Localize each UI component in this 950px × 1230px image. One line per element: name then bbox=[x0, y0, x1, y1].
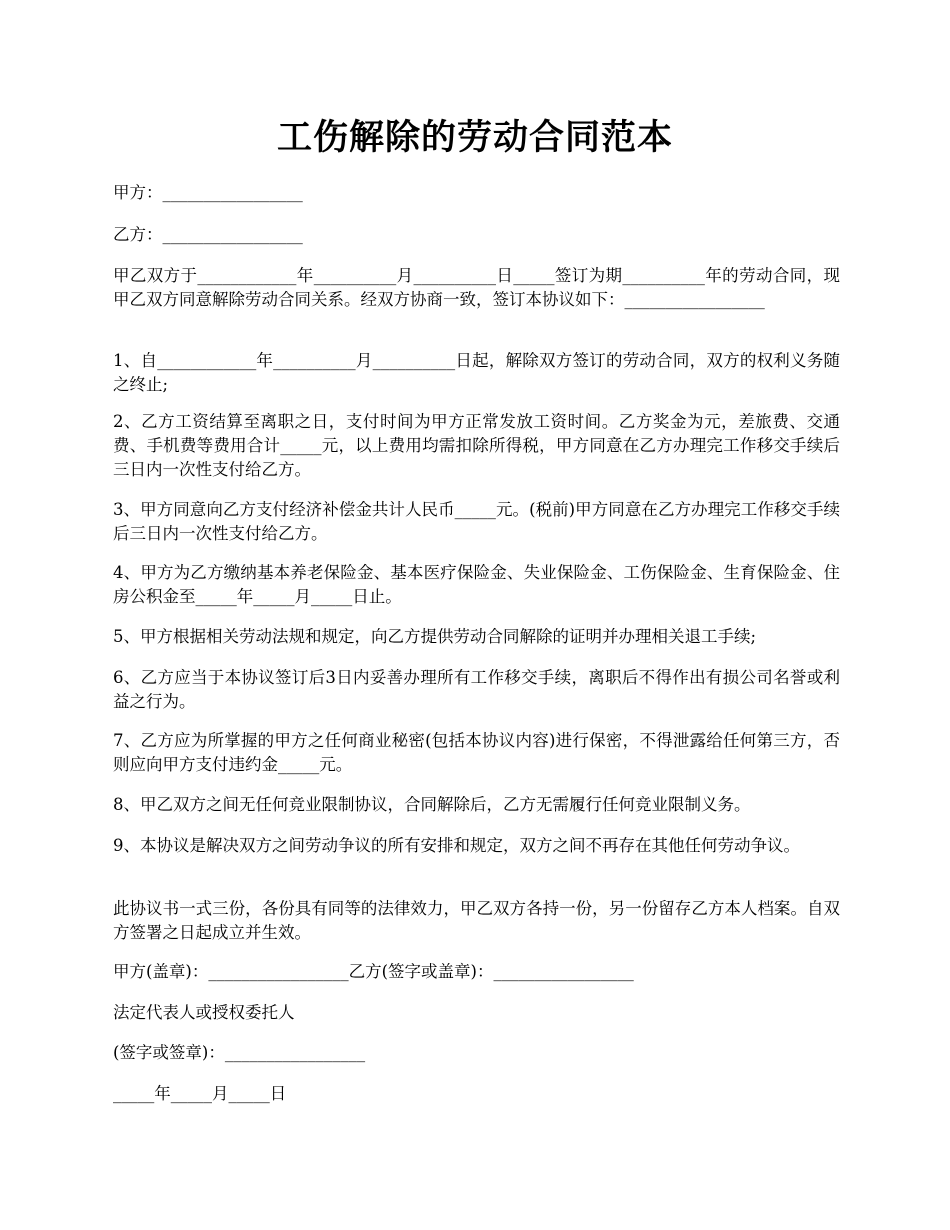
clause-1: 1、自____________年__________月__________日起，解除双方签订的劳动合同，双方的权利义务随之终止; bbox=[113, 351, 840, 394]
intro-paragraph: 甲乙双方于____________年__________月__________日_____签订为期__________年的劳动合同，现甲乙双方同意解除劳动合同关系。经双方协商一致，签订本协议如下：_________________ bbox=[113, 266, 840, 309]
clause-5: 5、甲方根据相关劳动法规和规定，向乙方提供劳动合同解除的证明并办理相关退工手续; bbox=[113, 627, 757, 646]
party-a-line: 甲方：_________________ bbox=[113, 183, 303, 202]
representative-line: 法定代表人或授权委托人 bbox=[113, 1003, 295, 1022]
clause-8: 8、甲乙双方之间无任何竞业限制协议，合同解除后，乙方无需履行任何竞业限制义务。 bbox=[113, 795, 751, 814]
clause-9: 9、本协议是解决双方之间劳动争议的所有安排和规定，双方之间不再存在其他任何劳动争议。 bbox=[113, 836, 800, 855]
sign-or-seal-line: (签字或签章)：_________________ bbox=[113, 1043, 366, 1062]
date-line: _____年_____月_____日 bbox=[113, 1084, 287, 1103]
clause-4: 4、甲方为乙方缴纳基本养老保险金、基本医疗保险金、失业保险金、工伤保险金、生育保险金、住房公积金至_____年_____月_____日止。 bbox=[113, 563, 840, 606]
party-b-line: 乙方：_________________ bbox=[113, 225, 303, 244]
document-title: 工伤解除的劳动合同范本 bbox=[276, 117, 673, 158]
clause-6: 6、乙方应当于本协议签订后3日内妥善办理所有工作移交手续，离职后不得作出有损公司名誉或利益之行为。 bbox=[113, 668, 840, 711]
clause-7: 7、乙方应为所掌握的甲方之任何商业秘密(包括本协议内容)进行保密，不得泄露给任何第三方，否则应向甲方支付违约金_____元。 bbox=[113, 731, 840, 774]
copies-paragraph: 此协议书一式三份，各份具有同等的法律效力，甲乙双方各持一份，另一份留存乙方本人档案。自双方签署之日起成立并生效。 bbox=[113, 899, 840, 942]
clause-2: 2、乙方工资结算至离职之日，支付时间为甲方正常发放工资时间。乙方奖金为元，差旅费、交通费、手机费等费用合计_____元，以上费用均需扣除所得税，甲方同意在乙方办理完工作移交手续后三日内一次性支付给乙方。 bbox=[113, 412, 840, 479]
clause-3: 3、甲方同意向乙方支付经济补偿金共计人民币_____元。(税前)甲方同意在乙方办理完工作移交手续后三日内一次性支付给乙方。 bbox=[113, 500, 840, 543]
signature-line: 甲方(盖章)：_________________乙方(签字或盖章)：_________________ bbox=[113, 962, 634, 981]
